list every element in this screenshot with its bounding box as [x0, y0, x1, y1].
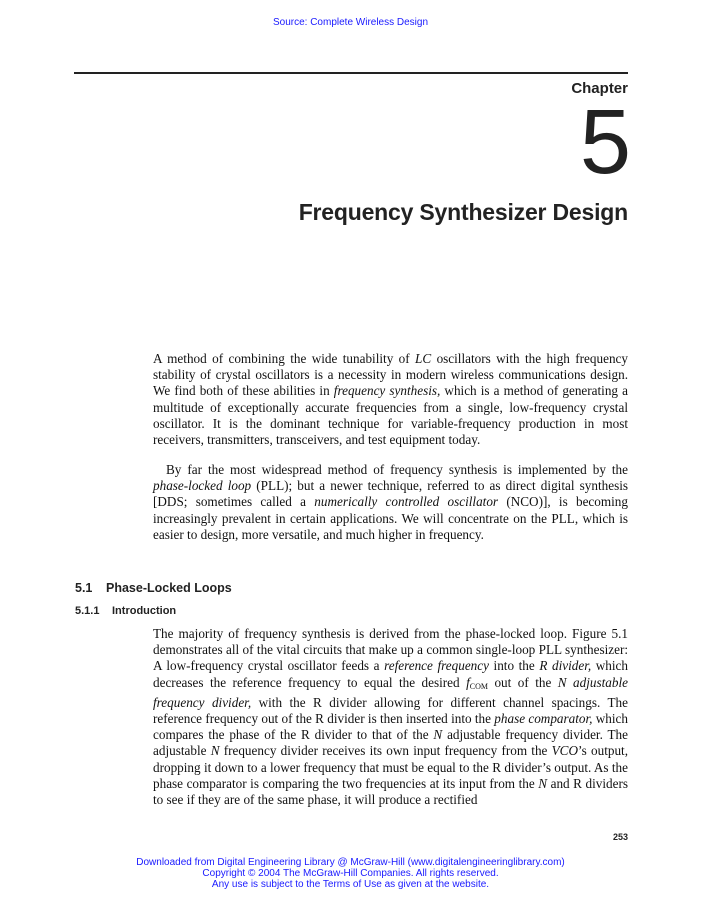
footer-download-link[interactable]: Downloaded from Digital Engineering Library @ McGraw-Hill (www.digitalengineeringlibrary.com) [136, 857, 565, 868]
source-link[interactable]: Source: Complete Wireless Design [272, 17, 429, 28]
footer [0, 857, 701, 890]
section-title: Phase-Locked Loops [106, 581, 232, 595]
chapter-number: 5 [579, 91, 631, 193]
chapter-title: Frequency Synthesizer Design [298, 199, 628, 225]
section-heading [75, 581, 232, 595]
footer-terms-link[interactable]: Any use is subject to the Terms of Use as given at the website. [211, 879, 490, 890]
subsection-heading [75, 605, 176, 617]
page-number: 253 [612, 832, 628, 842]
subsection-number: 5.1.1 [75, 605, 100, 617]
subsection-title: Introduction [112, 605, 177, 617]
chapter-label: Chapter [571, 80, 628, 97]
chapter-rule [74, 72, 628, 74]
footer-copyright: Copyright © 2004 The McGraw-Hill Companies. All rights reserved. [202, 868, 499, 879]
intro-paragraph-1: A method of combining the wide tunability of LC oscillators with the high frequency stability of crystal oscillators is a necessity in modern wireless communications design. We find both of these abilities in frequency synthesis, which is a method of generating a multitude of exceptionally accurate frequencies from a single, low-frequency crystal oscillator. It is the dominant technique for variable-frequency production in most receivers, transmitters, transceivers, and test equipment today. [153, 351, 628, 448]
body-paragraph-1: The majority of frequency synthesis is derived from the phase-locked loop. Figure 5.1 demonstrates all of the vital circuits that make up a common single-loop PLL synthesizer: A low-frequency crystal oscillator feeds a reference frequency into the R divider, which decreases the reference frequency to equal the desired $f_{COM}$ out of the N adjustable frequency divider, with the R divider allowing for different channel spacings. The reference frequency out of the R divider is then inserted into the phase comparator, which compares the phase of the R divider to that of the N adjustable frequency divider. The adjustable N frequency divider receives its own input frequency from the VCO’s output, dropping it down to a lower frequency that must be equal to the R divider’s output. As the phase comparator is comparing the two frequencies at its input from the N and R dividers to see if they are of the same phase, it will produce a rectified [153, 626, 629, 808]
intro-paragraph-2: By far the most widespread method of frequency synthesis is implemented by the phase-locked loop (PLL); but a newer technique, referred to as direct digital synthesis [DDS; sometimes called a numerically controlled oscillator (NCO)], is becoming increasingly prevalent in certain applications. We will concentrate on the PLL, which is easier to design, more versatile, and much higher in frequency. [153, 462, 628, 542]
section-number: 5.1 [75, 581, 93, 595]
